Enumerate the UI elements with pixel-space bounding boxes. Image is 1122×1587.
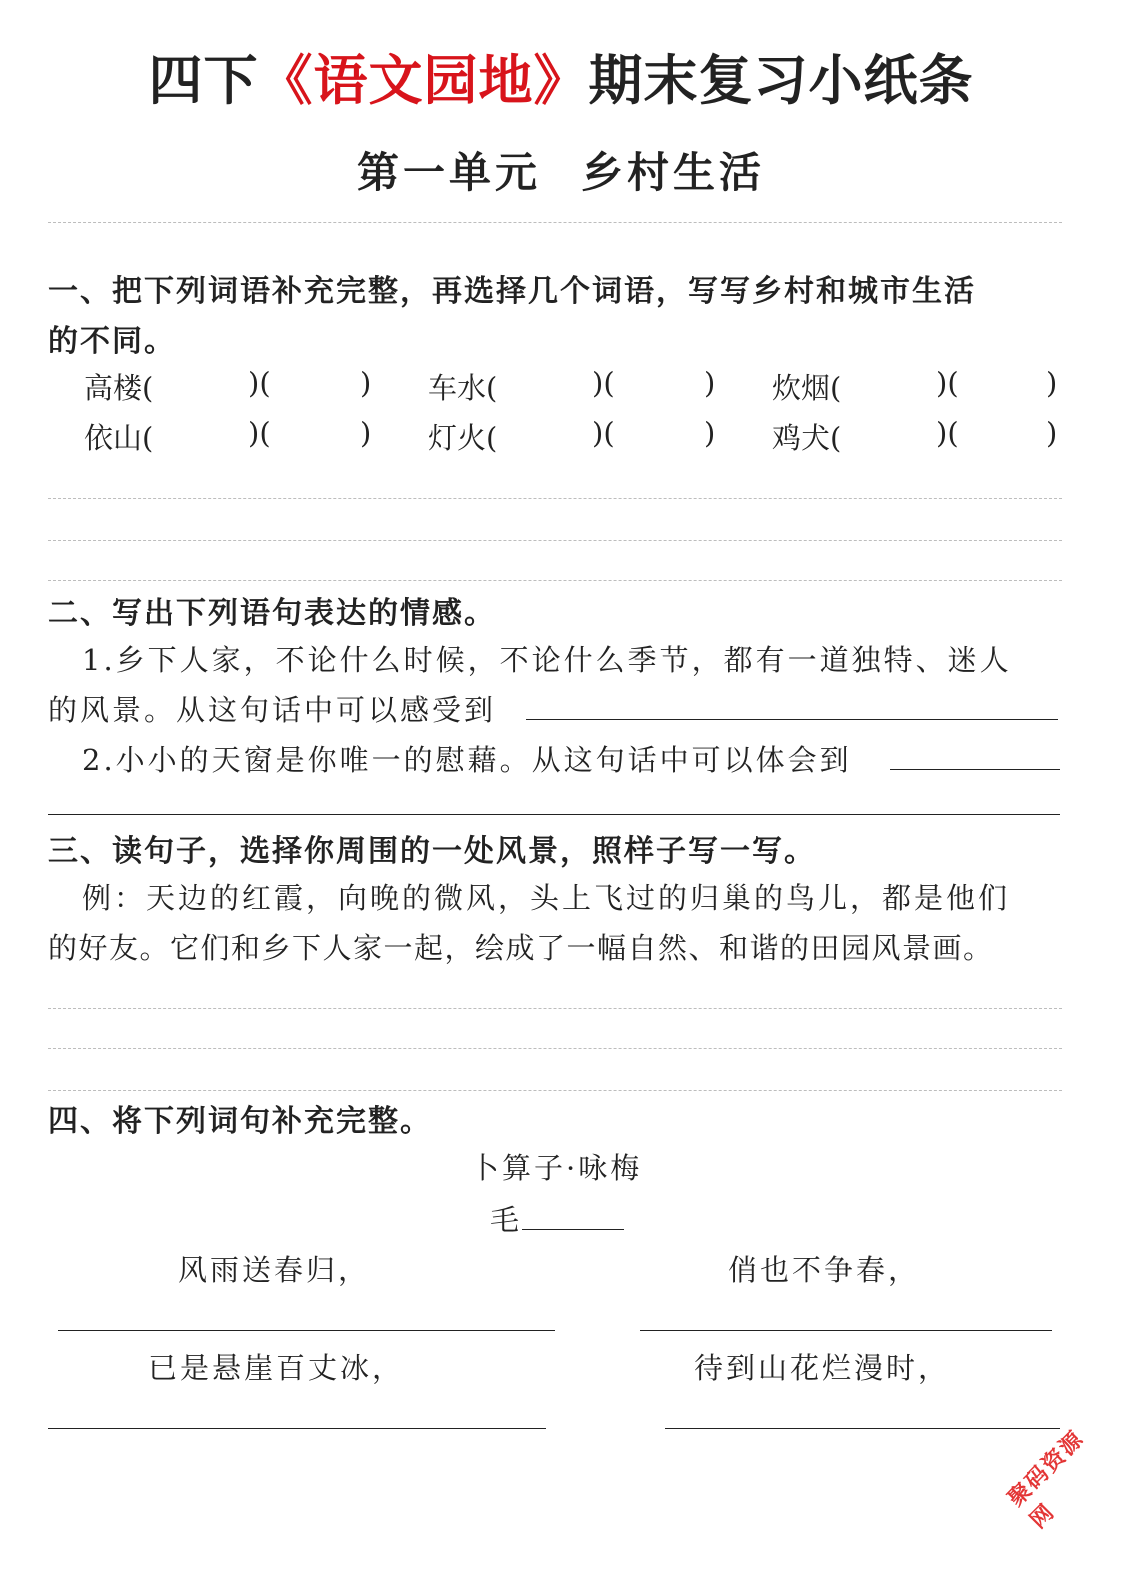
- watermark-text: 聚码资源网: [1003, 1426, 1090, 1534]
- author-blank[interactable]: [522, 1229, 624, 1230]
- word-item-1[interactable]: 高楼(: [84, 371, 154, 405]
- answer-blank[interactable]: [890, 769, 1060, 770]
- word-item-5[interactable]: 灯火(: [428, 421, 498, 455]
- q3-example-line2: 的好友。它们和乡下人家一起，绘成了一幅自然、和谐的田园风景画。: [48, 931, 994, 965]
- poem-line-2: 俏也不争春，: [728, 1253, 921, 1287]
- writing-line[interactable]: [48, 1090, 1062, 1091]
- word-item-3[interactable]: 炊烟(: [772, 371, 842, 405]
- word-item-5-mid: )(: [592, 416, 615, 450]
- poem-line-4: 待到山花烂漫时，: [694, 1351, 951, 1385]
- word-item-6[interactable]: 鸡犬(: [772, 421, 842, 455]
- word-item-1-mid: )(: [248, 366, 271, 400]
- poem-author-prefix: 毛: [490, 1203, 523, 1237]
- word-item-4[interactable]: 依山(: [84, 421, 154, 455]
- writing-line[interactable]: [48, 1008, 1062, 1009]
- writing-line[interactable]: [48, 540, 1062, 541]
- unit-name: 乡村生活: [581, 148, 766, 197]
- poem-blank[interactable]: [640, 1330, 1052, 1331]
- poem-blank[interactable]: [48, 1428, 546, 1429]
- word-item-4-mid: )(: [248, 416, 271, 450]
- word-item-1-end: ): [360, 366, 372, 400]
- answer-blank[interactable]: [526, 719, 1058, 720]
- q3-heading: 三、读句子，选择你周围的一处风景，照样子写一写。: [48, 834, 816, 869]
- poem-blank[interactable]: [58, 1330, 555, 1331]
- word-item-6-mid: )(: [936, 416, 959, 450]
- title-prefix: 四下: [148, 48, 259, 112]
- writing-line[interactable]: [48, 580, 1062, 581]
- word-item-2[interactable]: 车水(: [428, 371, 498, 405]
- q1-heading-line1: 一、把下列词语补充完整，再选择几个词语，写写乡村和城市生活: [48, 274, 976, 309]
- q2-sentence1-line1: 1.乡下人家，不论什么时候，不论什么季节，都有一道独特、迷人: [82, 643, 1012, 677]
- q2-sentence2-line1: 2.小小的天窗是你唯一的慰藉。从这句话中可以体会到: [82, 743, 852, 777]
- writing-line[interactable]: [48, 498, 1062, 499]
- poem-line-3: 已是悬崖百丈冰，: [148, 1351, 405, 1385]
- title-suffix: 期末复习小纸条: [588, 48, 974, 112]
- q4-heading: 四、将下列词句补充完整。: [48, 1104, 432, 1139]
- q2-heading: 二、写出下列语句表达的情感。: [48, 596, 496, 631]
- unit-number: 第一单元: [356, 148, 541, 197]
- title-highlight: 《语文园地》: [258, 48, 589, 112]
- page-title: [0, 38, 1122, 115]
- poem-blank[interactable]: [665, 1428, 1060, 1429]
- q3-example-line1: 例：天边的红霞，向晚的微风，头上飞过的归巢的鸟儿，都是他们: [82, 881, 1011, 915]
- q1-heading-line2: 的不同。: [48, 324, 176, 359]
- word-item-3-end: ): [1046, 366, 1058, 400]
- answer-blank[interactable]: [48, 814, 1060, 815]
- word-item-6-end: ): [1046, 416, 1058, 450]
- writing-line[interactable]: [48, 1048, 1062, 1049]
- word-item-2-mid: )(: [592, 366, 615, 400]
- q2-sentence1-line2: 的风景。从这句话中可以感受到: [48, 693, 497, 727]
- divider: [48, 222, 1062, 223]
- word-item-4-end: ): [360, 416, 372, 450]
- poem-title: 卜算子·咏梅: [470, 1151, 643, 1185]
- unit-subtitle: [0, 140, 1122, 200]
- word-item-3-mid: )(: [936, 366, 959, 400]
- poem-line-1: 风雨送春归，: [178, 1253, 371, 1287]
- word-item-2-end: ): [704, 366, 716, 400]
- word-item-5-end: ): [704, 416, 716, 450]
